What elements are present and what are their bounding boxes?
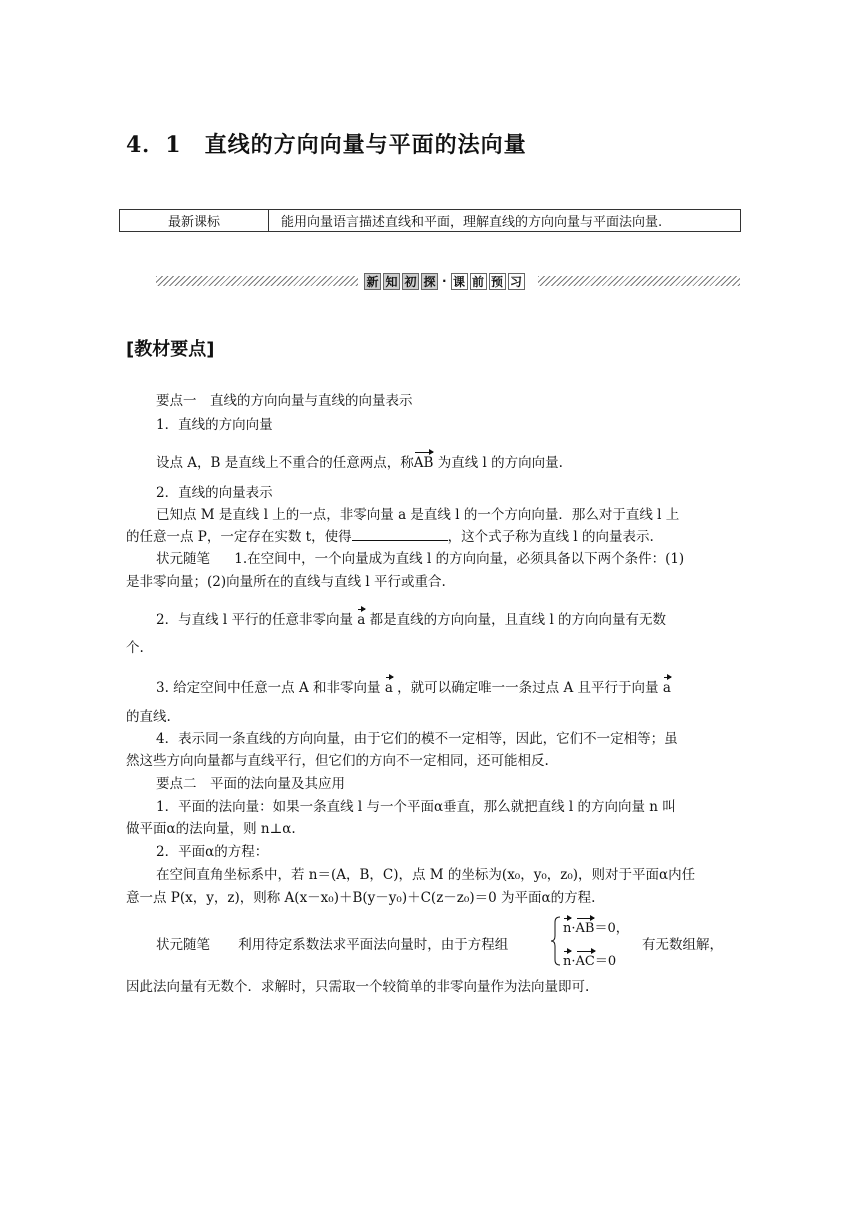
vector-n: n [563, 954, 572, 969]
kp2-item1-line1: 1．平面的法向量：如果一条直线 l 与一个平面α垂直，那么就把直线 l 的方向向量 n 叫 [156, 799, 676, 815]
dot-operator: · [571, 921, 576, 936]
vector-ac: AC [575, 954, 595, 969]
note-4-line1: 4．表示同一条直线的方向向量，由于它们的模不一定相等，因此，它们不一定相等；虽 [156, 731, 678, 747]
note-1-line2: 是非零向量；(2)向量所在的直线与直线 l 平行或重合. [126, 574, 446, 590]
note-5-line1 [156, 933, 508, 953]
kp2-item2-line2: 意一点 P(x，y，z)，则称 A(x－x₀)＋B(y－y₀)＋C(z－z₀)＝0 为平面α的方程. [126, 890, 596, 906]
note-5-text-b: 有无数组解， [642, 937, 723, 953]
note-5-text-a: 利用待定系数法求平面法向量时，由于方程组 [238, 937, 509, 953]
note-1-line1: 1.在空间中，一个向量成为直线 l 的方向向量，必须具备以下两个条件：(1) [234, 551, 685, 567]
note-label: 状元随笔 [156, 937, 210, 953]
banner-char: 预 [489, 273, 506, 290]
kp1-item2-line2-b: ，这个式子称为直线 l 的向量表示. [447, 529, 654, 545]
banner-char: 探 [421, 273, 438, 290]
page-title: 4．1 直线的方向向量与平面的法向量 [126, 132, 527, 158]
note-5-line2: 因此法向量有无数个．求解时，只需取一个较简单的非零向量作为法向量即可. [126, 979, 590, 995]
note-3-text-a: 3. 给定空间中任意一点 A 和非零向量 [156, 680, 381, 696]
vector-a: a [357, 612, 366, 628]
kp1-item1-text-b: 为直线 l 的方向向量. [437, 455, 563, 471]
note-1 [156, 547, 684, 567]
standards-table-header: 最新课标 [120, 210, 269, 231]
key-point-2-title: 要点二 平面的法向量及其应用 [156, 776, 345, 792]
banner-hatch-right [538, 276, 740, 286]
vector-ab: AB [575, 921, 595, 936]
kp1-item2-line1: 已知点 M 是直线 l 上的一点，非零向量 a 是直线 l 的一个方向向量．那么对于直线 l 上 [156, 507, 680, 523]
note-2-line2: 个. [126, 640, 144, 656]
vector-n: n [563, 921, 572, 936]
equation-2-rest: ＝0 [594, 954, 617, 969]
equation-1-rest: ＝0， [594, 921, 629, 936]
vector-a: a [384, 680, 393, 696]
banner-char: 知 [383, 273, 400, 290]
note-4-line2: 然这些方向向量都与直线平行，但它们的方向不一定相同，还可能相反. [126, 753, 549, 769]
banner-char: 习 [508, 273, 525, 290]
key-point-1-title: 要点一 直线的方向向量与直线的向量表示 [156, 393, 413, 409]
brace-icon [551, 916, 561, 966]
kp2-item1-line2: 做平面α的法向量，则 n⊥α. [126, 821, 296, 837]
section-banner [156, 272, 740, 290]
vector-ab: AB [413, 455, 434, 471]
note-2-text-a: 2．与直线 l 平行的任意非零向量 [156, 612, 353, 628]
standards-table-value: 能用向量语言描述直线和平面，理解直线的方向向量与平面法向量. [281, 215, 663, 230]
note-3-text-b: ，就可以确定唯一一条过点 A 且平行于向量 [397, 680, 659, 696]
equation-2 [563, 950, 616, 969]
kp2-item2-title: 2．平面α的方程： [156, 844, 269, 860]
banner-char: 初 [402, 273, 419, 290]
banner-char: 新 [364, 273, 381, 290]
fill-in-blank [352, 528, 448, 541]
banner-hatch-left [156, 276, 358, 286]
kp1-item2-line2 [126, 525, 654, 545]
note-3-line2: 的直线. [126, 709, 171, 725]
banner-char: 前 [470, 273, 487, 290]
kp1-item2-line2-a: 的任意一点 P，一定存在实数 t，使得 [126, 529, 352, 545]
dot-operator: · [571, 954, 576, 969]
kp1-item1-text-a: 设点 A，B 是直线上不重合的任意两点，称 [156, 455, 414, 471]
note-label: 状元随笔 [156, 551, 210, 567]
section-heading: [教材要点] [126, 339, 215, 360]
banner-label [364, 272, 525, 290]
kp1-item2-title: 2．直线的向量表示 [156, 485, 273, 501]
banner-char: 课 [451, 273, 468, 290]
kp1-item1-text [156, 451, 563, 471]
kp2-item2-line1: 在空间直角坐标系中，若 n＝(A，B，C)，点 M 的坐标为(x₀，y₀，z₀)，则对于平面α内任 [156, 867, 696, 883]
note-2-line1 [156, 608, 666, 628]
kp1-item1-title: 1．直线的方向向量 [156, 417, 273, 433]
banner-dot: · [442, 274, 447, 288]
standards-table [119, 209, 741, 232]
note-2-text-b: 都是直线的方向向量，且直线 l 的方向向量有无数 [369, 612, 667, 628]
vector-a: a [662, 680, 671, 696]
note-3-line1 [156, 676, 671, 696]
equation-1 [563, 917, 629, 936]
